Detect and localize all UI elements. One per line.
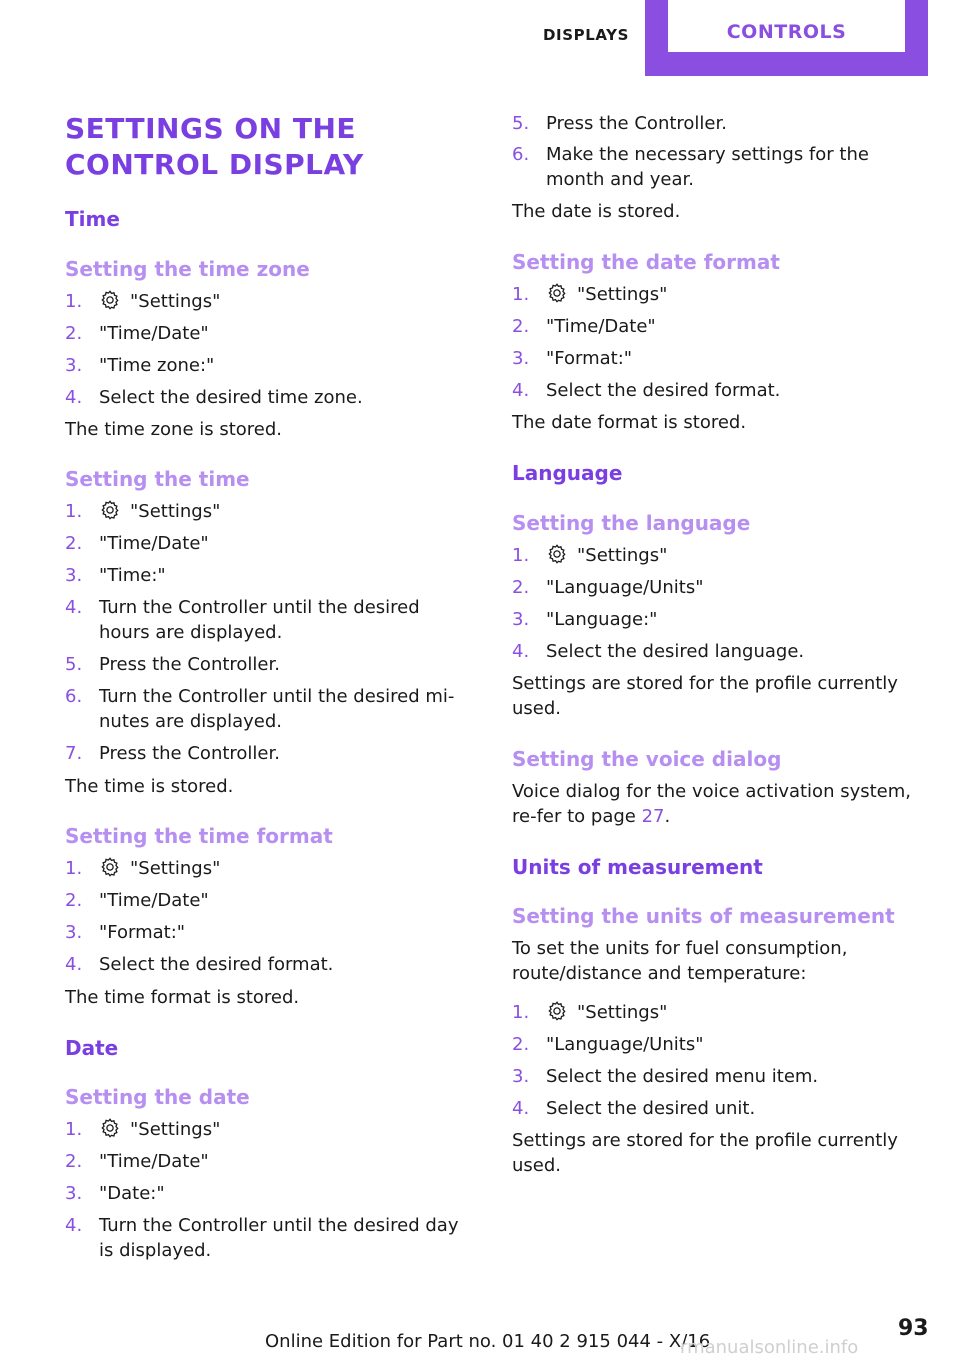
- page-reference-link[interactable]: 27: [641, 806, 665, 827]
- list-item: 6. Turn the Controller until the desired mi‐nutes are displayed.: [65, 686, 455, 732]
- gear-icon: [546, 543, 568, 565]
- units-intro: To set the units for fuel consumption, route/distance and temperature:: [512, 938, 848, 984]
- heading-units: Units of measurement: [512, 855, 763, 879]
- list-item: 1. "Settings": [65, 858, 221, 879]
- list-item: 4. Select the desired format.: [512, 380, 781, 401]
- list-item: 4. Turn the Controller until the desired hours are displayed.: [65, 597, 420, 643]
- list-item: 4. Select the desired language.: [512, 641, 805, 662]
- result-text: The date format is stored.: [512, 412, 747, 433]
- heading-language: Language: [512, 461, 623, 485]
- heading-set-date: Setting the date: [65, 1085, 250, 1109]
- list-item: 3. "Time zone:": [65, 355, 215, 376]
- list-item: 1. "Settings": [512, 1002, 668, 1023]
- list-item: 3. "Language:": [512, 609, 658, 630]
- list-item: 2. "Time/Date": [65, 890, 209, 911]
- list-item: 3. "Format:": [65, 922, 186, 943]
- list-item: 4. Select the desired time zone.: [65, 387, 363, 408]
- heading-set-time: Setting the time: [65, 467, 250, 491]
- heading-time: Time: [65, 207, 120, 231]
- heading-time-zone: Setting the time zone: [65, 257, 310, 281]
- page-number: 93: [898, 1316, 929, 1341]
- page-title: SETTINGS ON THE CONTROL DISPLAY: [65, 112, 364, 181]
- list-item: 2. "Time/Date": [65, 323, 209, 344]
- list-item: 2. "Language/Units": [512, 577, 704, 598]
- heading-time-format: Setting the time format: [65, 824, 333, 848]
- list-item: 3. "Time:": [65, 565, 166, 586]
- list-item: 3. "Format:": [512, 348, 633, 369]
- list-item: 3. Select the desired menu item.: [512, 1066, 819, 1087]
- list-item: 4. Select the desired format.: [65, 954, 334, 975]
- list-item: 3. "Date:": [65, 1183, 165, 1204]
- watermark: rmanualsonline.info: [680, 1337, 859, 1358]
- list-item: 1. "Settings": [65, 501, 221, 522]
- gear-icon: [99, 856, 121, 878]
- result-text: The time format is stored.: [65, 987, 300, 1008]
- list-item: 1. "Settings": [65, 291, 221, 312]
- list-item: 1. "Settings": [65, 1119, 221, 1140]
- result-text: Settings are stored for the profile currently used.: [512, 673, 898, 719]
- list-item: 4. Select the desired unit.: [512, 1098, 756, 1119]
- gear-icon: [99, 1117, 121, 1139]
- result-text: The time is stored.: [65, 776, 234, 797]
- list-item: 4. Turn the Controller until the desired day is displayed.: [65, 1215, 459, 1261]
- heading-set-units: Setting the units of measurement: [512, 904, 895, 928]
- list-item: 6. Make the necessary settings for the month and year.: [512, 144, 869, 190]
- gear-icon: [99, 499, 121, 521]
- gear-icon: [546, 1000, 568, 1022]
- list-item: 7. Press the Controller.: [65, 743, 280, 764]
- list-item: 1. "Settings": [512, 284, 668, 305]
- result-text: The time zone is stored.: [65, 419, 283, 440]
- result-text: The date is stored.: [512, 201, 681, 222]
- heading-voice-dialog: Setting the voice dialog: [512, 747, 782, 771]
- heading-set-language: Setting the language: [512, 511, 751, 535]
- list-item: 2. "Language/Units": [512, 1034, 704, 1055]
- header-tab: [668, 0, 905, 52]
- list-item: 2. "Time/Date": [65, 533, 209, 554]
- gear-icon: [99, 289, 121, 311]
- footer-edition: Online Edition for Part no. 01 40 2 915 044 - X/16: [265, 1331, 711, 1352]
- list-item: 5. Press the Controller.: [65, 654, 280, 675]
- heading-date-format: Setting the date format: [512, 250, 780, 274]
- header-tab-label: CONTROLS: [726, 21, 847, 43]
- list-item: 5. Press the Controller.: [512, 113, 727, 134]
- heading-date: Date: [65, 1036, 119, 1060]
- list-item: 2. "Time/Date": [512, 316, 656, 337]
- result-text: Settings are stored for the profile currently used.: [512, 1130, 898, 1176]
- list-item: 2. "Time/Date": [65, 1151, 209, 1172]
- header-section-label: DISPLAYS: [543, 26, 630, 44]
- list-item: 1. "Settings": [512, 545, 668, 566]
- header-tab-box: [645, 0, 928, 76]
- voice-dialog-text: Voice dialog for the voice activation system, re‐fer to page 27.: [512, 781, 911, 827]
- gear-icon: [546, 282, 568, 304]
